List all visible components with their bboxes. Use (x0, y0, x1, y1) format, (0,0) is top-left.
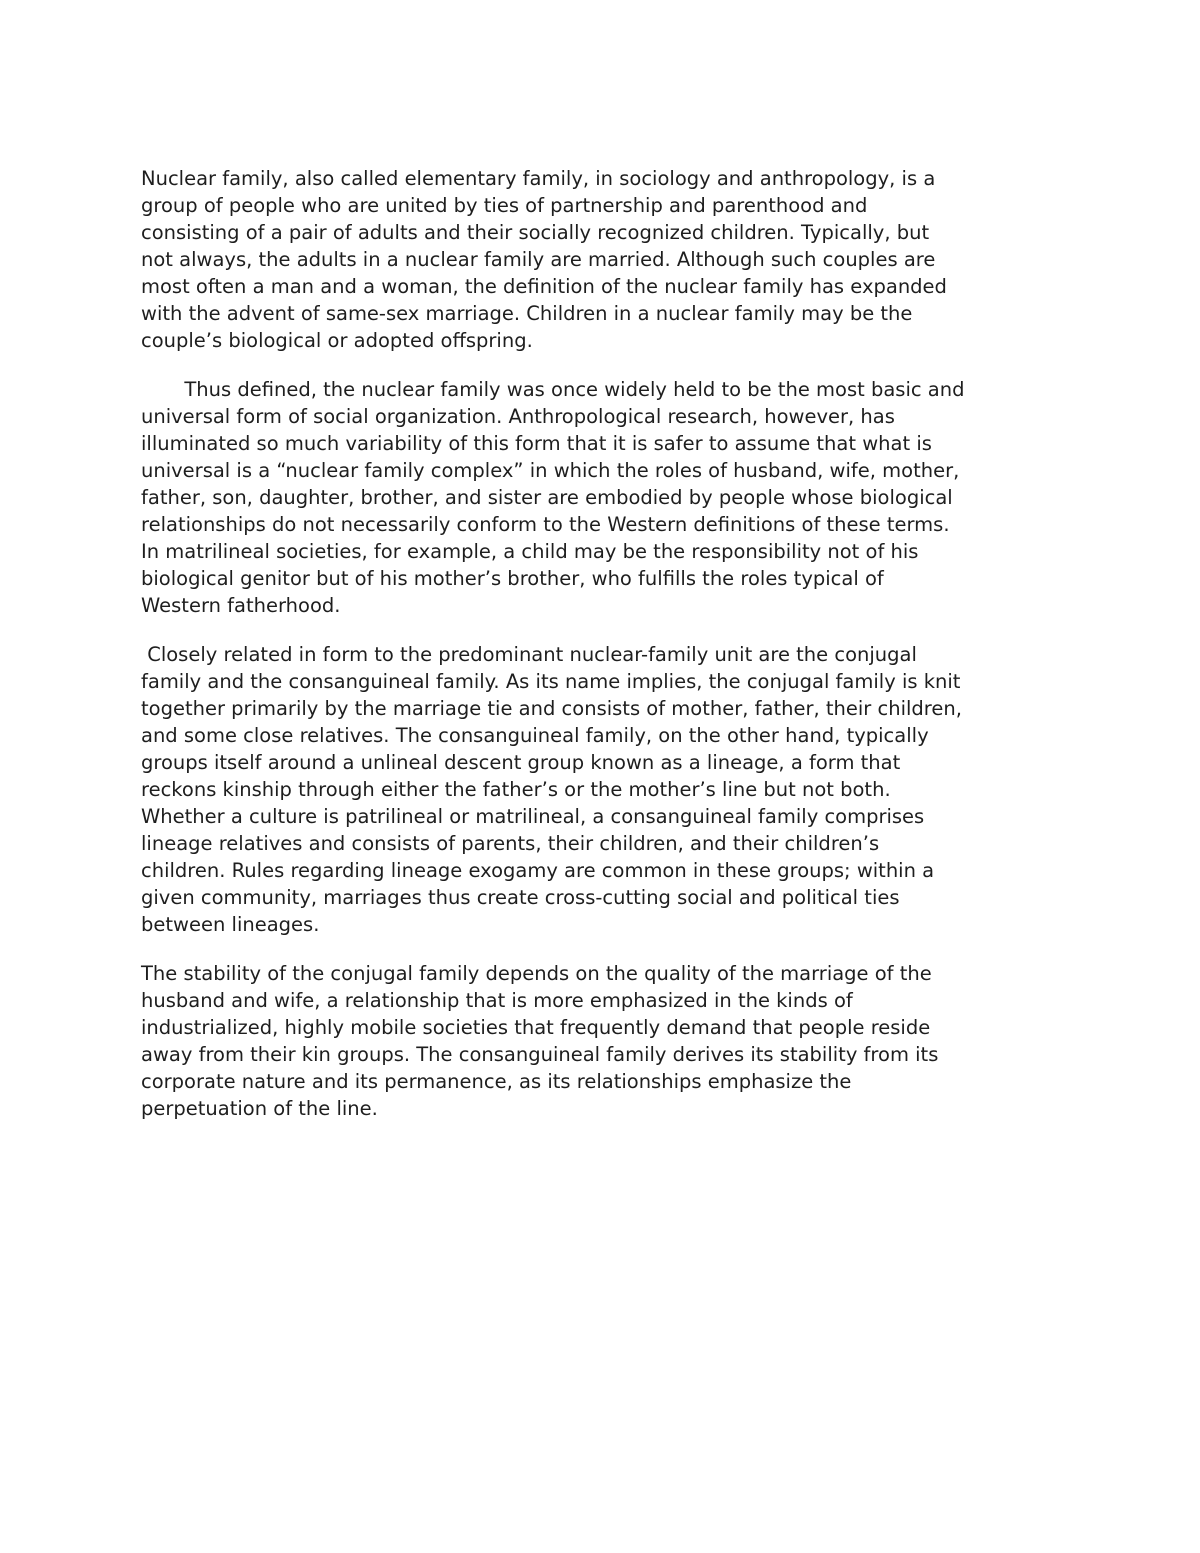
text-line: father, son, daughter, brother, and sister are embodied by people whose biological (141, 486, 953, 509)
text-line: children. Rules regarding lineage exogamy are common in these groups; within a (141, 859, 935, 882)
text-line: universal is a “nuclear family complex” in which the roles of husband, wife, mother, (141, 459, 960, 482)
text-line: couple’s biological or adopted offspring. (141, 329, 533, 352)
text-line: relationships do not necessarily conform to the Western definitions of these terms. (141, 513, 950, 536)
text-line: consisting of a pair of adults and their socially recognized children. Typically, but (141, 221, 930, 244)
paragraph-3 (141, 641, 1061, 938)
document-body (141, 165, 1061, 1144)
text-line: not always, the adults in a nuclear family are married. Although such couples are (141, 248, 936, 271)
text-line: perpetuation of the line. (141, 1097, 378, 1120)
paragraph-4 (141, 960, 1061, 1122)
text-line: between lineages. (141, 913, 320, 936)
text-line: group of people who are united by ties of partnership and parenthood and (141, 194, 868, 217)
text-line: Western fatherhood. (141, 594, 341, 617)
text-line: given community, marriages thus create cross-cutting social and political ties (141, 886, 900, 909)
text-line: away from their kin groups. The consanguineal family derives its stability from its (141, 1043, 939, 1066)
text-line: industrialized, highly mobile societies that frequently demand that people reside (141, 1016, 931, 1039)
text-line: illuminated so much variability of this form that it is safer to assume that what is (141, 432, 932, 455)
text-line: The stability of the conjugal family depends on the quality of the marriage of the (141, 962, 932, 985)
text-line: Thus defined, the nuclear family was once widely held to be the most basic and (141, 378, 965, 401)
text-line: most often a man and a woman, the definition of the nuclear family has expanded (141, 275, 947, 298)
text-line: corporate nature and its permanence, as its relationships emphasize the (141, 1070, 852, 1093)
text-line: biological genitor but of his mother’s brother, who fulfills the roles typical of (141, 567, 884, 590)
text-line: husband and wife, a relationship that is more emphasized in the kinds of (141, 989, 853, 1012)
text-line: and some close relatives. The consanguineal family, on the other hand, typically (141, 724, 929, 747)
text-line: universal form of social organization. Anthropological research, however, has (141, 405, 895, 428)
paragraph-2 (141, 376, 1061, 619)
text-line: groups itself around a unlineal descent group known as a lineage, a form that (141, 751, 901, 774)
text-line: Closely related in form to the predominant nuclear-family unit are the conjugal (141, 643, 917, 666)
text-line: together primarily by the marriage tie and consists of mother, father, their children, (141, 697, 962, 720)
text-line: Whether a culture is patrilineal or matrilineal, a consanguineal family comprises (141, 805, 925, 828)
text-line: with the advent of same-sex marriage. Children in a nuclear family may be the (141, 302, 913, 325)
text-line: Nuclear family, also called elementary family, in sociology and anthropology, is a (141, 167, 936, 190)
text-line: family and the consanguineal family. As its name implies, the conjugal family is knit (141, 670, 961, 693)
text-line: reckons kinship through either the father’s or the mother’s line but not both. (141, 778, 891, 801)
paragraph-1 (141, 165, 1061, 354)
text-line: lineage relatives and consists of parents, their children, and their children’s (141, 832, 880, 855)
text-line: In matrilineal societies, for example, a child may be the responsibility not of his (141, 540, 919, 563)
